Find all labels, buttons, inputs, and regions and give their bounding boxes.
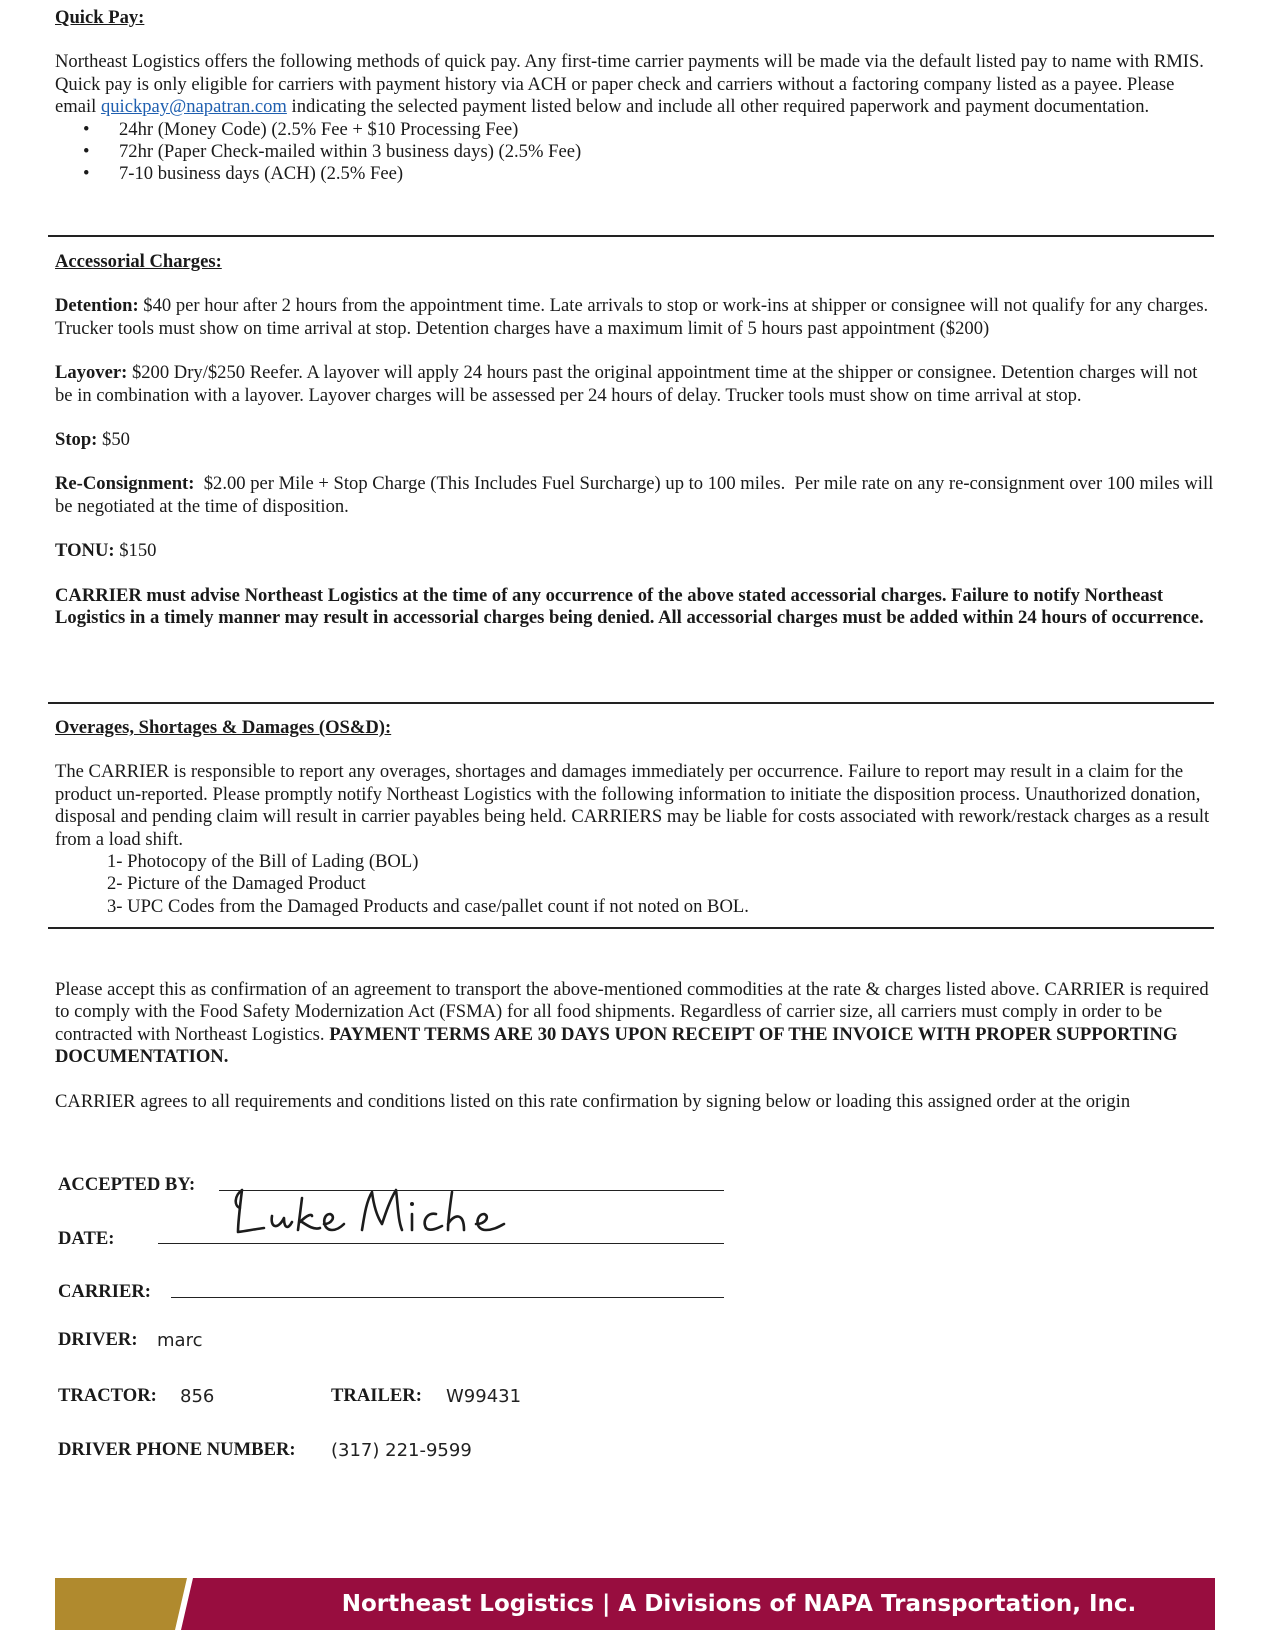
accepted-by-line[interactable] (219, 1190, 724, 1191)
driver-value: marc (157, 1330, 203, 1351)
layover-text: $200 Dry/$250 Reefer. A layover will apply 24 hours past the original appointment time at the shipper or consignee. Detention charges will not be in combination with a layover. Layover charges will be assessed per 24 hours of delay. Trucker tools must show on time arrival at stop. (55, 362, 1198, 406)
tractor-value: 856 (180, 1386, 215, 1407)
section-divider (48, 235, 1214, 237)
carrier-label: CARRIER: (58, 1281, 151, 1302)
stop-text: $50 (97, 429, 130, 451)
quick-pay-text-2: indicating the selected payment listed below and include all other required paperwork and payment documentation. (286, 96, 1150, 118)
quick-pay-paragraph (55, 51, 1215, 118)
section-divider (48, 702, 1214, 704)
stop-item (55, 429, 1215, 451)
quick-pay-text-1: Northeast Logistics offers the following methods of quick pay. Any first-time carrier payments will be made via the default listed pay to name with RMIS. Quick pay is only eligible for carriers with payment history via ACH or paper check and carriers without a factoring company listed as a payee. Please email (55, 51, 1204, 118)
section-divider (48, 927, 1214, 929)
list-item: 1- Photocopy of the Bill of Lading (BOL) (107, 851, 419, 873)
quick-pay-options (55, 119, 1215, 186)
osd-paragraph: The CARRIER is responsible to report any overages, shortages and damages immediately per occurrence. Failure to report may result in a claim for the product un-reported. Please promptly notify Northeast Logistics with the following information to initiate the disposition process. Unauthorized donation, disposal and pending claim will result in carrier payables being held. CARRIERS may be liable for costs associated with rework/restack charges as a result from a load shift. (55, 761, 1210, 850)
carrier-line[interactable] (171, 1297, 724, 1298)
stop-label: Stop: (55, 429, 98, 451)
driver-phone-value: (317) 221-9599 (331, 1440, 472, 1461)
payment-terms: PAYMENT TERMS ARE 30 DAYS UPON RECEIPT OF THE INVOICE WITH PROPER SUPPORTING DOCUMENTATION. (55, 1023, 1178, 1068)
trailer-value: W99431 (446, 1386, 522, 1407)
signature-image (232, 1184, 532, 1242)
driver-label: DRIVER: (58, 1329, 138, 1350)
date-label: DATE: (58, 1228, 115, 1249)
date-line[interactable] (158, 1243, 724, 1244)
tonu-label: TONU: (55, 540, 115, 562)
agreement-section (55, 979, 1215, 1113)
tonu-item (55, 540, 1215, 562)
accessorial-heading: Accessorial Charges: (55, 251, 222, 272)
reconsignment-label: Re-Consignment: (55, 473, 195, 495)
accepted-by-label: ACCEPTED BY: (58, 1174, 196, 1195)
layover-label: Layover: (55, 362, 128, 384)
list-item: • 24hr (Money Code) (2.5% Fee + $10 Processing Fee) (55, 119, 1215, 141)
osd-section (55, 717, 1215, 918)
tractor-label: TRACTOR: (58, 1385, 157, 1406)
quick-pay-section (55, 7, 1215, 186)
footer-text: Northeast Logistics | A Divisions of NAPA Transportation, Inc. (341, 1591, 1137, 1617)
agreement-paragraph-2: CARRIER agrees to all requirements and conditions listed on this rate confirmation by signing below or loading this assigned order at the origin (55, 1090, 1131, 1112)
tonu-text: $150 (114, 540, 157, 562)
agreement-paragraph (55, 979, 1215, 1069)
footer-banner (55, 1578, 1215, 1630)
quick-pay-heading: Quick Pay: (55, 7, 145, 28)
list-item: • 72hr (Paper Check-mailed within 3 business days) (2.5% Fee) (55, 141, 1215, 163)
layover-item (55, 362, 1215, 407)
reconsignment-text: $2.00 per Mile + Stop Charge (This Includes Fuel Surcharge) up to 100 miles. Per mile rate on any re-consignment over 100 miles will be negotiated at the time of disposition. (55, 473, 1218, 517)
detention-label: Detention: (55, 295, 139, 317)
trailer-label: TRAILER: (331, 1385, 422, 1406)
quickpay-email-link[interactable]: quickpay@napatran.com (100, 96, 287, 118)
reconsignment-item (55, 473, 1218, 518)
list-item: • 7-10 business days (ACH) (2.5% Fee) (55, 163, 1215, 185)
driver-phone-label: DRIVER PHONE NUMBER: (58, 1439, 296, 1460)
list-item: 2- Picture of the Damaged Product (107, 873, 366, 895)
agreement-text: Please accept this as confirmation of an agreement to transport the above-mentioned commodities at the rate & charges listed above. CARRIER is required to comply with the Food Safety Modernization Act (FSMA) for all food shipments. Regardless of carrier size, all carriers must comply in order to be contracted with Northeast Logistics. (55, 979, 1209, 1045)
list-item: 3- UPC Codes from the Damaged Products and case/pallet count if not noted on BOL. (107, 895, 749, 917)
accessorial-notice: CARRIER must advise Northeast Logistics at the time of any occurrence of the above stated accessorial charges. Failure to notify Northeast Logistics in a timely manner may result in accessorial charges being denied. All accessorial charges must be added within 24 hours of occurrence. (55, 584, 1204, 629)
osd-heading: Overages, Shortages & Damages (OS&D): (55, 717, 392, 738)
detention-item (55, 295, 1215, 340)
accessorial-section (55, 251, 1218, 629)
osd-steps (55, 851, 1215, 918)
detention-text: $40 per hour after 2 hours from the appointment time. Late arrivals to stop or work-ins at shipper or consignee will not qualify for any charges. Trucker tools must show on time arrival at stop. Detention charges have a maximum limit of 5 hours past appointment ($200) (55, 295, 1209, 339)
